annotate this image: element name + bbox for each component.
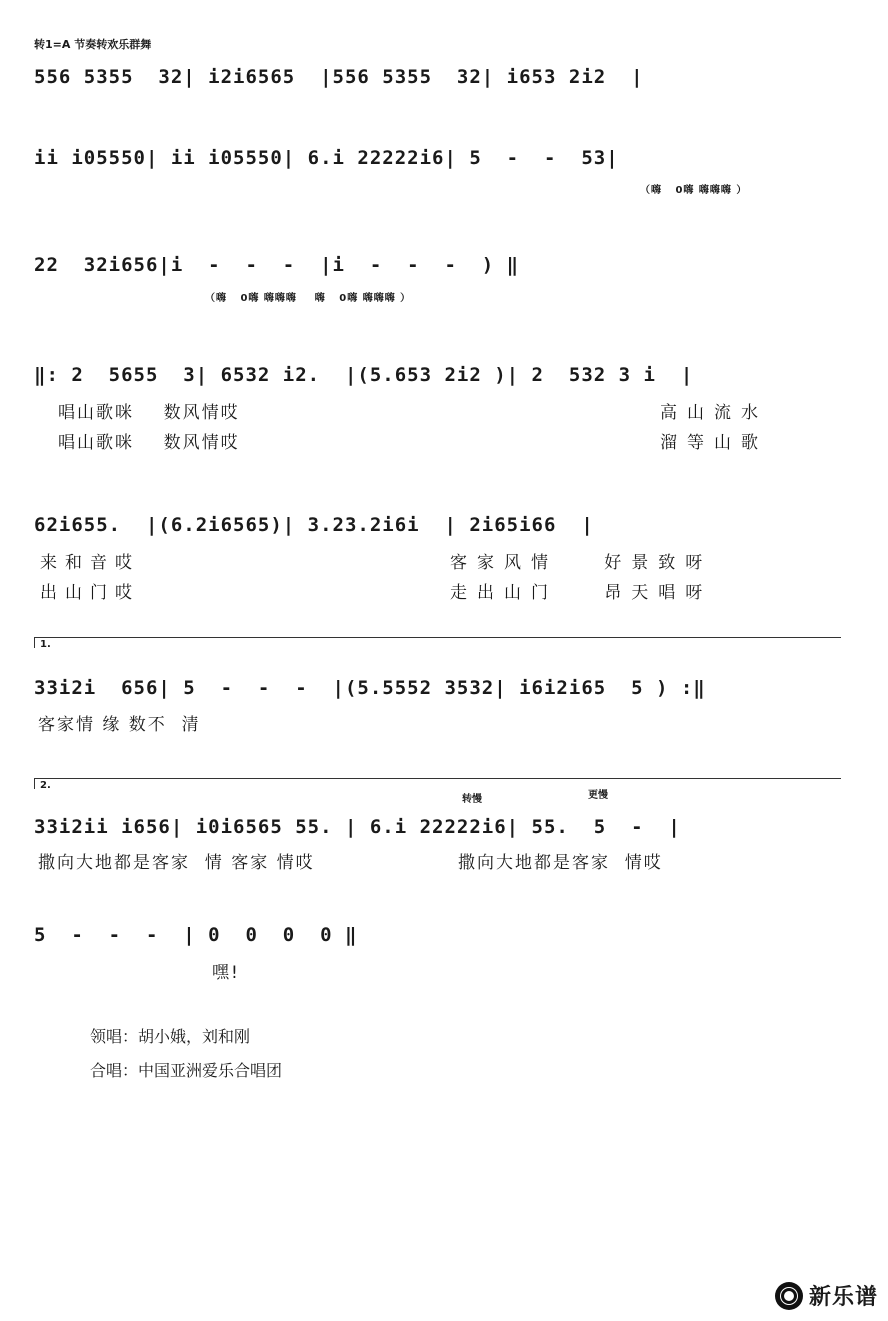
lyric-verse1-b: 高山流水	[660, 403, 768, 423]
notation-line: ‖: 2 5655 3| 6532 i2. |(5.653 2i2 )| 2 532 3 i |	[34, 364, 694, 386]
lyric-verse2-b: 溜等山歌	[660, 433, 768, 453]
staff-system-4	[34, 360, 842, 390]
staff-system-7	[34, 812, 842, 842]
staff-system-2	[34, 143, 842, 173]
lyric-verse2-a: 唱山歌咪 数风情哎	[58, 433, 240, 453]
site-logo	[775, 1280, 878, 1311]
staff-system-1	[34, 62, 842, 92]
notation-line: 556 5355 32| i2i6565 |556 5355 32| i653 2i2 |	[34, 66, 644, 88]
staff-system-6	[34, 673, 842, 703]
second-ending-bracket	[34, 778, 841, 789]
notation-line: 22 32i656|i - - - |i - - - ) ‖	[34, 254, 520, 276]
lyric-ending2-a: 撒向大地都是客家 情 客家 情哎	[38, 853, 315, 873]
first-ending-number: 1.	[40, 639, 51, 650]
lyric-ending1: 客家情 缘 数不 清	[38, 715, 201, 735]
credits-chorus: 合唱：中国亚洲爱乐合唱团	[90, 1061, 283, 1080]
tempo-mark-slow: 转慢	[462, 794, 482, 805]
lyric-verse2-c: 出山门哎	[40, 583, 140, 603]
lyric-verse1-c: 来和音哎	[40, 553, 140, 573]
vinyl-record-icon	[775, 1282, 803, 1310]
key-tempo-note: 转1=A 节奏转欢乐群舞	[34, 38, 152, 51]
notation-line: 33i2ii i656| i0i6565 55. | 6.i 22222i6| 55. 5 - |	[34, 816, 681, 838]
notation-line: ii i05550| ii i05550| 6.i 22222i6| 5 - - 53|	[34, 147, 619, 169]
notation-line: 33i2i 656| 5 - - - |(5.5552 3532| i6i2i65 5 ) :‖	[34, 677, 706, 699]
first-ending-bracket	[34, 637, 841, 648]
vocable-line: （嗨 0嗨 嗨嗨嗨 嗨 0嗨 嗨嗨嗨 ）	[205, 293, 412, 304]
logo-text: 新乐谱	[808, 1285, 878, 1310]
lyric-final-shout: 嘿!	[212, 963, 240, 983]
vocable-line: （嗨 0嗨 嗨嗨嗨 ）	[640, 185, 748, 196]
staff-system-8	[34, 920, 842, 950]
tempo-mark-slower: 更慢	[588, 790, 608, 801]
credits-lead: 领唱：胡小娥，刘和刚	[90, 1027, 251, 1046]
lyric-verse2-d: 走出山门 昂天唱呀	[450, 583, 713, 603]
notation-line: 5 - - - | 0 0 0 0 ‖	[34, 924, 358, 946]
notation-line: 62i655. |(6.2i6565)| 3.23.2i6i | 2i65i66 |	[34, 514, 594, 536]
lyric-verse1-a: 唱山歌咪 数风情哎	[58, 403, 240, 423]
lyric-verse1-d: 客家风情 好景致呀	[450, 553, 713, 573]
lyric-ending2-b: 撒向大地都是客家 情哎	[458, 853, 663, 873]
staff-system-5	[34, 510, 842, 540]
staff-system-3	[34, 250, 842, 280]
second-ending-number: 2.	[40, 780, 51, 791]
